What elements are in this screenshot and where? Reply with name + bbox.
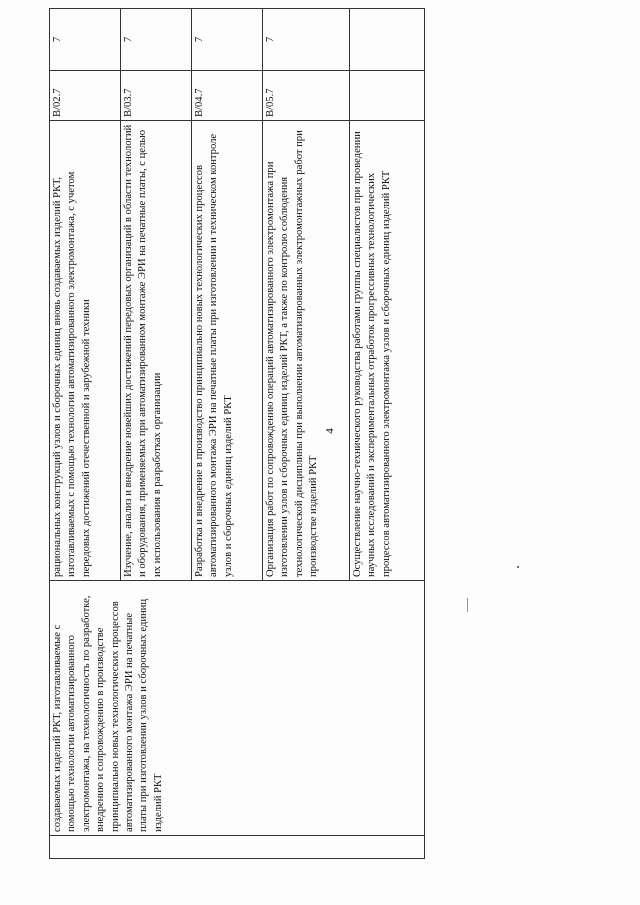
standard-table xyxy=(49,8,425,859)
labor-function-cell: Изучение, анализ и внедрение новейших достижений передовых организаций в области технологий и оборудования, применяемых при автоматизированном монтаже ЭРИ на печатные платы, с целью их использования в разработках организации xyxy=(121,121,192,581)
level-cell xyxy=(350,9,425,71)
code-cell: B/02.7 xyxy=(50,71,121,121)
table-row xyxy=(50,9,121,859)
code-cell: B/03.7 xyxy=(121,71,192,121)
labor-function-cell: Разработка и внедрение в производство принципиально новых технологических процессов автоматизированного монтажа ЭРИ на печатные платы при изготовлении и техническом контроле узлов и сборочных единиц изделий РКТ xyxy=(192,121,263,581)
page-number: 4 xyxy=(324,428,336,434)
level-cell: 7 xyxy=(121,9,192,71)
scan-mark xyxy=(467,598,468,612)
level-cell: 7 xyxy=(50,9,121,71)
code-cell xyxy=(350,71,425,121)
level-cell: 7 xyxy=(192,9,263,71)
rotated-table-container xyxy=(49,9,409,859)
code-cell: B/05.7 xyxy=(263,71,350,121)
scan-speck xyxy=(517,566,519,568)
generalized-function-cell: создаваемых изделий РКТ, изготавливаемые с помощью технологии автоматизированного электромонтажа, на технологичность по разработке, внедрению и сопровождению в производстве принципиально новых технологических процессов автоматизированного монтажа ЭРИ на печатные платы при изготовлении узлов и сборочных единиц изделий РКТ xyxy=(50,581,425,836)
blank-cell xyxy=(50,836,425,859)
code-cell: B/04.7 xyxy=(192,71,263,121)
labor-function-cell: Организация работ по сопровождению операций автоматизированного электромонтажа при изготовлении узлов и сборочных единиц изделий РКТ, а также по контролю соблюдения технологической дисциплины при выполнении автоматизированных электромонтажных работ при производстве изделий РКТ xyxy=(263,121,350,581)
labor-function-cell: Осуществление научно-технического руководства работами группы специалистов при проведении научных исследований и экспериментальных отработок прогрессивных технологических процессов автоматизированного электромонтажа узлов и сборочных единиц изделий РКТ xyxy=(350,121,425,581)
level-cell: 7 xyxy=(263,9,350,71)
labor-function-cell: рациональных конструкций узлов и сборочных единиц вновь создаваемых изделий РКТ, изготавливаемых с помощью технологии автоматизированного электромонтажа, с учетом передовых достижений отечественной и зарубежной техники xyxy=(50,121,121,581)
